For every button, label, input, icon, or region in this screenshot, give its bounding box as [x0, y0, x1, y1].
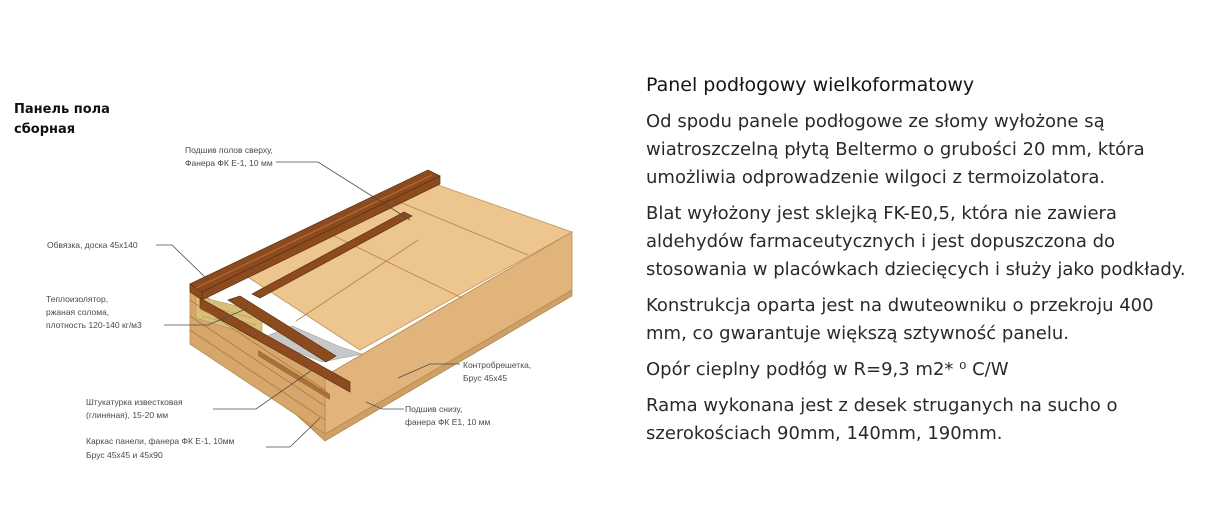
callout-top-cover-line2: Фанера ФК Е-1, 10 мм	[185, 158, 273, 168]
floor-panel-body	[190, 170, 572, 441]
description-paragraph-2: Blat wyłożony jest sklejką FK-E0,5, która nie zawiera aldehydów farmaceutycznych i jest dopuszczona do stosowania w placówkach dziecięcych i służy jako podkłady.	[646, 203, 1186, 280]
callout-bottom-cover	[405, 404, 491, 427]
callout-plaster	[86, 397, 185, 420]
callout-bottom-cover-line2: фанера ФК Е1, 10 мм	[405, 417, 491, 427]
diagram-title-line2: сборная	[14, 122, 76, 137]
callout-insulation	[46, 294, 142, 330]
callout-counter-batten	[463, 360, 534, 383]
callout-insulation-line1: Теплоизолятор,	[46, 294, 109, 304]
callout-strapping-line1: Обвязка, доска 45х140	[47, 240, 138, 250]
callout-plaster-line2: (глиняная), 15-20 мм	[86, 410, 169, 420]
description-paragraph-3: Konstrukcja oparta jest na dwuteowniku o przekroju 400 mm, co gwarantuje większą sztywność panelu.	[646, 295, 1154, 344]
diagram-title-line1: Панель пола	[14, 102, 110, 117]
leader-strapping	[156, 245, 208, 280]
callout-insulation-line3: плотность 120-140 кг/м3	[46, 320, 142, 330]
description-panel	[646, 70, 1186, 456]
callout-insulation-line2: ржаная солома,	[46, 307, 110, 317]
callout-strapping	[47, 240, 138, 250]
callout-top-cover-line1: Подшив полов сверху,	[185, 145, 273, 155]
panel-heading: Panel podłogowy wielkoformatowy	[646, 74, 975, 96]
description-paragraph-4: Opór cieplny podłóg w R=9,3 m2* ⁰ C/W	[646, 359, 1009, 380]
callout-counter-batten-line2: Брус 45х45	[463, 373, 508, 383]
description-paragraph-1: Od spodu panele podłogowe ze słomy wyłożone są wiatroszczelną płytą Beltermo o grubości 20 mm, która umożliwia odprowadzenie wilgoci z termoizolatora.	[646, 111, 1145, 188]
callout-top-cover	[185, 145, 275, 168]
description-paragraph-5: Rama wykonana jest z desek struganych na sucho o szerokościach 90mm, 140mm, 190mm.	[646, 395, 1118, 444]
callout-counter-batten-line1: Контробрешетка,	[463, 360, 532, 370]
callout-bottom-cover-line1: Подшив снизу,	[405, 404, 463, 414]
callout-frame-line1: Каркас панели, фанера ФК Е-1, 10мм	[86, 436, 235, 446]
callout-frame	[86, 436, 237, 460]
callout-plaster-line1: Штукатурка известковая	[86, 397, 183, 407]
callout-frame-line2: Брус 45х45 и 45х90	[86, 450, 163, 460]
